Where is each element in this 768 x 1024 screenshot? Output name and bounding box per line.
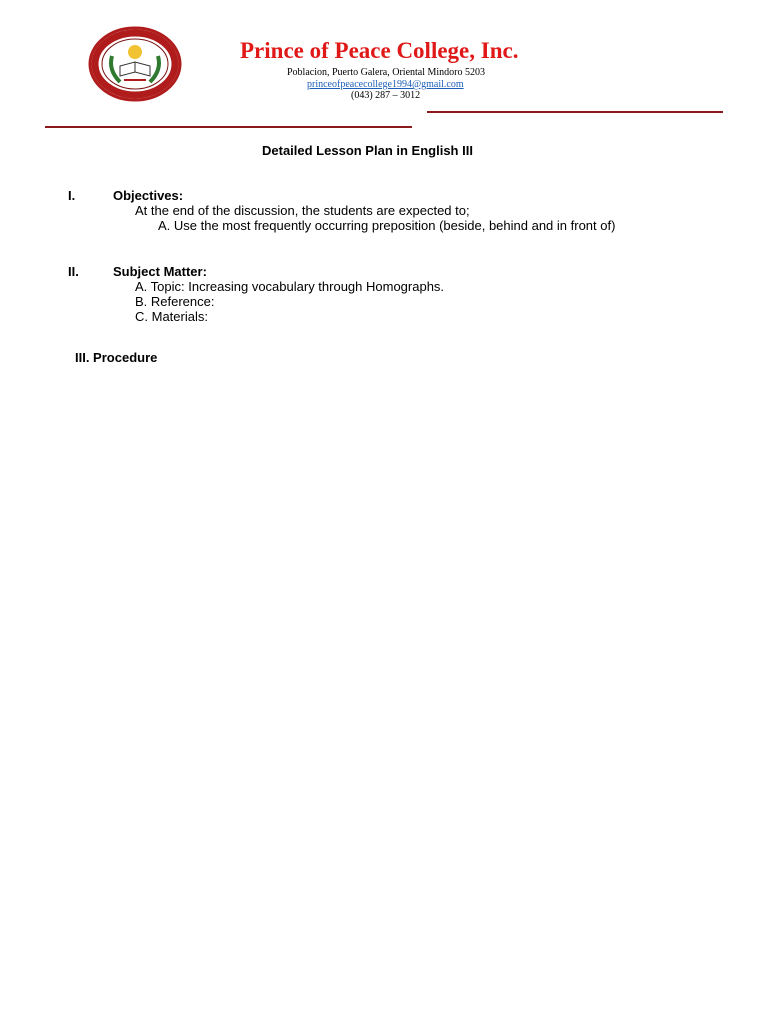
college-name: Prince of Peace College, Inc. (240, 38, 519, 63)
college-email-link[interactable]: princeofpeacecollege1994@gmail.com (307, 79, 464, 90)
college-phone: (043) 287 – 3012 (351, 90, 421, 101)
section-2-line-3: C. Materials: (135, 309, 208, 324)
header-rule-right (427, 111, 723, 113)
section-2-heading: Subject Matter: (113, 264, 207, 279)
section-1-line-2: A. Use the most frequently occurring preposition (beside, behind and in front of) (158, 218, 616, 233)
document-title: Detailed Lesson Plan in English III (262, 143, 473, 158)
section-2-line-2: B. Reference: (135, 294, 215, 309)
section-1-heading: Objectives: (113, 188, 184, 203)
header-rule-left (45, 126, 412, 128)
college-address: Poblacion, Puerto Galera, Oriental Mindoro 5203 (287, 67, 486, 78)
section-2-line-1: A. Topic: Increasing vocabulary through Homographs. (135, 279, 445, 294)
section-1-number: I. (68, 188, 76, 203)
section-1-line-1: At the end of the discussion, the students are expected to; (135, 203, 470, 218)
section-3-heading: III. Procedure (75, 350, 158, 365)
college-seal-logo (88, 26, 182, 102)
section-2-number: II. (68, 264, 79, 279)
